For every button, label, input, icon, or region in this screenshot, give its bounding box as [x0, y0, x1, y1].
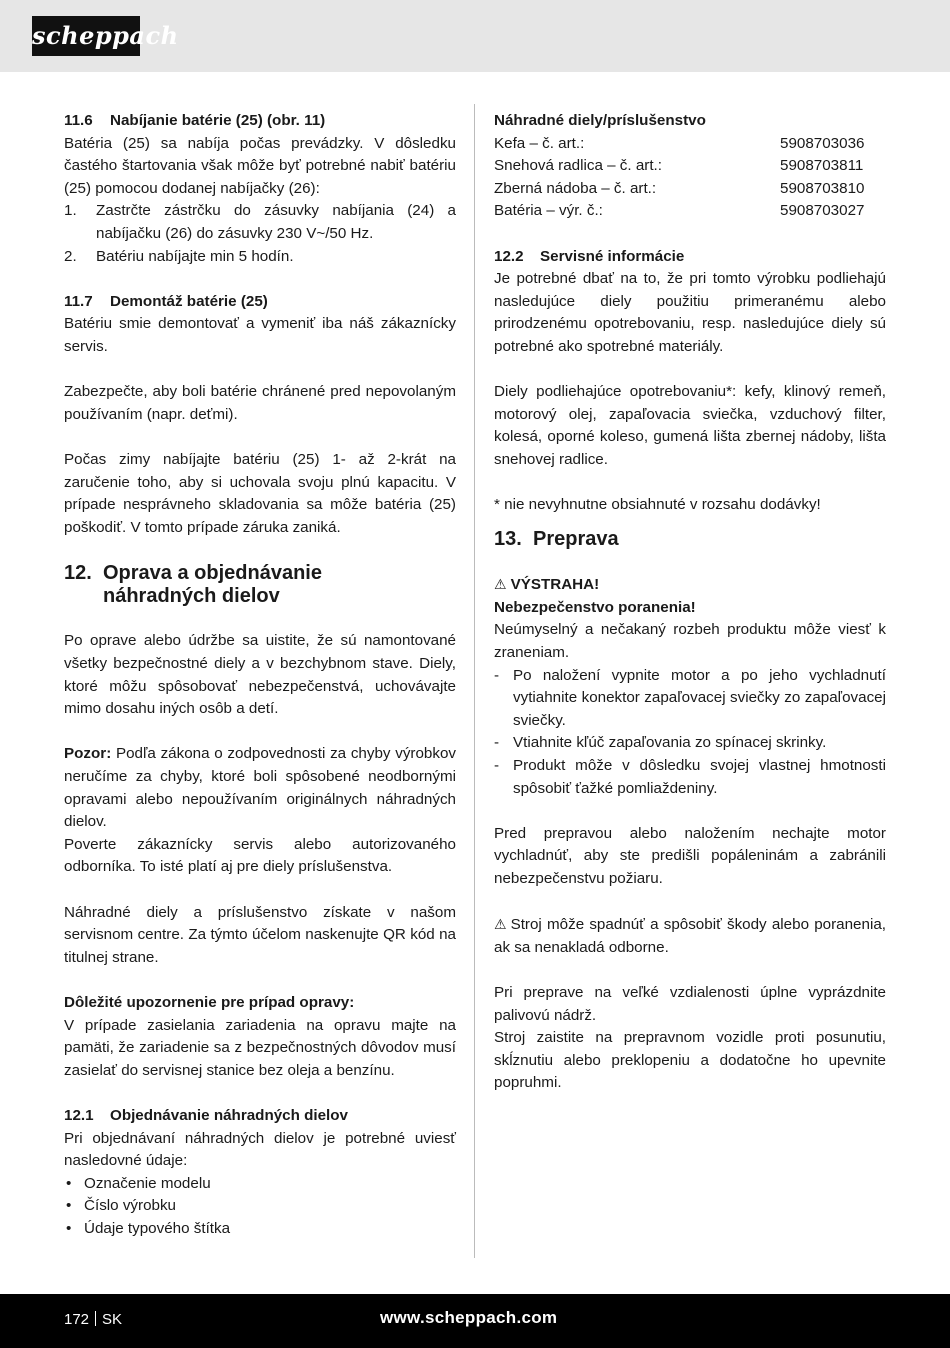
list-item: • Údaje typového štítka: [66, 1219, 231, 1237]
column-divider: [474, 104, 475, 1258]
list-item: • Označenie modelu: [66, 1174, 211, 1192]
transport-paragraph: Stroj zaistite na prepravnom vozidle proti posunutiu, skĺznutiu alebo preklopeniu a dodatočne ho upevnite popruhmi.: [494, 1029, 886, 1092]
section-11-7-paragraph: Počas zimy nabíjajte batériu (25) 1- až 2-krát na zaručenie toho, aby si uchovala svoju plnú kapacitu. V prípade nesprávneho skladovania sa môže batéria (25) poškodiť. V tomto prípade záruka zaniká.: [64, 450, 456, 536]
section-12-paragraph: Náhradné diely a príslušenstvo získate v našom servisnom centre. Za týmto účelom naskenujte QR kód na titulnej strane.: [64, 903, 456, 966]
section-12-1-heading: 12.1 Objednávanie náhradných dielov: [64, 1106, 349, 1124]
list-item: - Vtiahnite kľúč zapaľovania zo spínacej skrinky.: [494, 734, 827, 752]
list-item: - Po naložení vypnite motor a po jeho vychladnutí vytiahnite konektor zapaľovacej sviečky zo zapaľovacej sviečky.: [494, 666, 886, 729]
transport-paragraph: Pri preprave na veľké vzdialenosti úplne vyprázdnite palivovú nádrž.: [494, 983, 886, 1024]
section-11-6-heading: 11.6 Nabíjanie batérie (25) (obr. 11): [64, 112, 326, 129]
table-row: Zberná nádoba – č. art.: 5908703810: [494, 179, 865, 197]
section-11-7-heading: 11.7 Demontáž batérie (25): [64, 292, 268, 310]
warning-triangle-icon: ⚠: [494, 576, 507, 593]
section-12-2-paragraph: Je potrebné dbať na to, že pri tomto výrobku podliehajú nasledujúce diely použitiu primeranému alebo prirodzenému opotrebovaniu, resp. nasledujúce diely sú potrebné ako spotrebné materiály.: [494, 270, 886, 355]
footnote: * nie nevyhnutne obsiahnuté v rozsahu dodávky!: [494, 496, 821, 514]
website-link[interactable]: www.scheppach.com: [380, 1308, 558, 1327]
header-bar: [0, 0, 950, 72]
section-12-paragraph: Poverte zákaznícky servis alebo autorizovaného odborníka. To isté platí aj pre diely príslušenstva.: [64, 835, 456, 876]
list-item: 2. Batériu nabíjajte min 5 hodín.: [64, 247, 294, 265]
section-12-paragraph: Po oprave alebo údržbe sa uistite, že sú namontované všetky bezpečnostné diely a v bezchybnom stave. Diely, ktoré môžu spôsobovať nebezpečenstvá, uchovávajte mimo dosahu iných osôb a detí.: [64, 632, 456, 718]
spare-parts-table: [494, 133, 886, 223]
section-11-7-paragraph: Zabezpečte, aby boli batérie chránené pred nepovolaným používaním (napr. deťmi).: [64, 383, 456, 423]
section-13-heading: 13. Preprava: [494, 527, 619, 550]
table-row: Snehová radlica – č. art.: 5908703811: [494, 157, 864, 175]
warning-triangle-icon: ⚠: [494, 916, 507, 933]
danger-heading: Nebezpečenstvo poranenia!: [494, 598, 696, 616]
section-12-2-heading: 12.2 Servisné informácie: [494, 247, 685, 265]
footer-bar: [0, 1294, 950, 1348]
left-column: [64, 110, 456, 1241]
section-12-2-paragraph: Diely podliehajúce opotrebovaniu*: kefy, klinový remeň, motorový olej, zapaľovacia sviečka, vzduchový filter, kolesá, oporné koleso, gumená lišta zbernej nádoby, lišta snehovej radlice.: [494, 383, 886, 468]
table-row: Batéria – výr. č.: 5908703027: [494, 202, 865, 220]
transport-paragraph: Pred prepravou alebo naložením nechajte motor vychladnúť, aby ste predišli popáleninám a zabránili nebezpečenstvu požiaru.: [494, 824, 886, 887]
section-11-6-intro: Batéria (25) sa nabíja počas prevádzky. V dôsledku častého štartovania však môže byť potrebné nabiť batériu (25) pomocou dodanej nabíjačky (26):: [64, 134, 456, 197]
charging-steps-list: [64, 200, 456, 268]
section-12-1-paragraph: Pri objednávaní náhradných dielov je potrebné uviesť nasledovné údaje:: [64, 1129, 456, 1170]
list-item: - Produkt môže v dôsledku svojej vlastnej hmotnosti spôsobiť ťažké pomliaždeniny.: [494, 757, 886, 797]
warning-heading: ⚠ VÝSTRAHA!: [494, 573, 886, 597]
important-note-text: V prípade zasielania zariadenia na opravu majte na pamäti, že zariadenie sa z bezpečnostných dôvodov musí zasielať do servisnej stanice bez oleja a benzínu.: [64, 1016, 456, 1079]
important-note-heading: Dôležité upozornenie pre prípad opravy:: [64, 993, 355, 1011]
section-12-warning-paragraph: Pozor: Podľa zákona o zodpovednosti za chyby výrobkov neručíme za chyby, ktoré boli spôsobené neodbornými opravami alebo nepoužívaním originálnych náhradných dielov.: [64, 745, 456, 831]
section-11-7-paragraph: Batériu smie demontovať a vymeniť iba náš zákaznícky servis.: [64, 315, 456, 355]
page-number: 172 SK: [64, 1311, 123, 1328]
right-column: [494, 110, 886, 1095]
table-row: Kefa – č. art.: 5908703036: [494, 134, 865, 152]
order-info-list: [64, 1173, 456, 1241]
list-item: 1. Zastrčte zástrčku do zásuvky nabíjania (24) a nabíjačku (26) do zásuvky 230 V~/50 Hz.: [64, 202, 456, 242]
transport-warning-paragraph: ⚠ Stroj môže spadnúť a spôsobiť škody alebo poranenia, ak sa nenakladá odborne.: [494, 913, 886, 959]
danger-text: Neúmyselný a nečakaný rozbeh produktu môže viesť k zraneniam.: [494, 621, 886, 662]
safety-dash-list: [494, 665, 886, 801]
section-12-heading: 12. Oprava a objednávanie náhradných dielov: [64, 561, 322, 607]
list-item: • Číslo výrobku: [66, 1197, 177, 1215]
scheppach-logo: scheppach: [32, 16, 140, 56]
spare-parts-heading: Náhradné diely/príslušenstvo: [494, 112, 706, 129]
